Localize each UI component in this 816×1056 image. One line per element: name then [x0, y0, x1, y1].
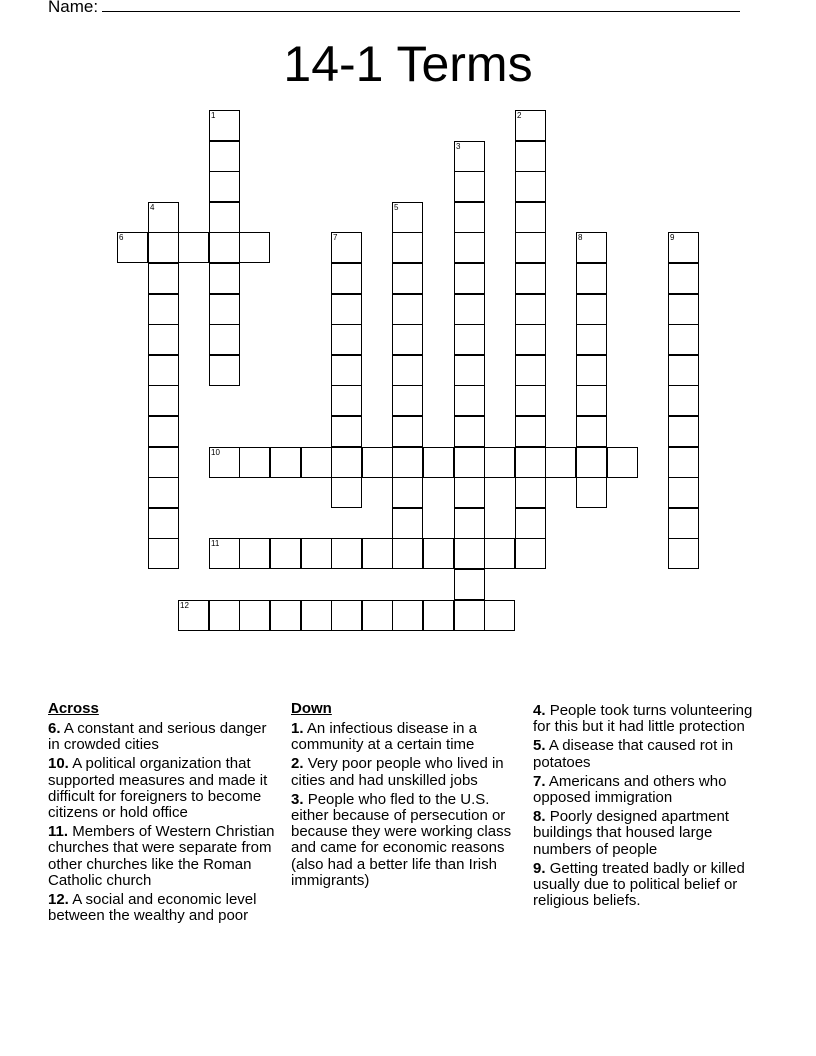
- grid-cell[interactable]: [668, 385, 699, 416]
- grid-cell[interactable]: [239, 600, 270, 631]
- grid-cell[interactable]: [454, 569, 485, 600]
- grid-cell[interactable]: [576, 324, 607, 355]
- name-label: Name:: [48, 0, 99, 16]
- grid-cell[interactable]: [148, 294, 179, 325]
- grid-cell[interactable]: [515, 416, 546, 447]
- grid-cell[interactable]: [576, 477, 607, 508]
- grid-cell[interactable]: [209, 294, 240, 325]
- grid-cell[interactable]: [484, 600, 515, 631]
- grid-cell[interactable]: [423, 600, 454, 631]
- clue-number-label: 1: [211, 111, 216, 120]
- grid-cell[interactable]: [362, 447, 393, 478]
- grid-cell[interactable]: [239, 538, 270, 569]
- grid-cell[interactable]: [148, 416, 179, 447]
- grid-cell[interactable]: [515, 294, 546, 325]
- grid-cell[interactable]: [392, 294, 423, 325]
- clue-number-label: 11: [211, 539, 220, 548]
- grid-cell[interactable]: [454, 385, 485, 416]
- grid-cell[interactable]: [148, 477, 179, 508]
- grid-cell[interactable]: [331, 294, 362, 325]
- grid-cell[interactable]: [362, 600, 393, 631]
- grid-cell[interactable]: [148, 263, 179, 294]
- grid-cell[interactable]: [515, 477, 546, 508]
- grid-cell[interactable]: [454, 355, 485, 386]
- clue-number-label: 8: [578, 233, 583, 242]
- grid-cell[interactable]: [454, 171, 485, 202]
- clue-down-2: 2. Very poor people who lived in cities and had unskilled jobs: [291, 755, 504, 789]
- grid-cell[interactable]: [392, 355, 423, 386]
- clue-number-label: 5: [394, 203, 399, 212]
- grid-cell[interactable]: [301, 538, 332, 569]
- clue-number-label: 4: [150, 203, 155, 212]
- grid-cell[interactable]: [148, 538, 179, 569]
- grid-cell[interactable]: [178, 600, 209, 631]
- grid-cell[interactable]: [209, 600, 240, 631]
- grid-cell[interactable]: [668, 538, 699, 569]
- grid-cell[interactable]: [668, 477, 699, 508]
- page-title: 14-1 Terms: [283, 36, 533, 92]
- grid-cell[interactable]: [392, 447, 423, 478]
- clue-number-label: 6: [119, 233, 124, 242]
- grid-cell[interactable]: [331, 477, 362, 508]
- grid-cell[interactable]: [301, 447, 332, 478]
- grid-cell[interactable]: [607, 447, 638, 478]
- clue-down-1: 1. An infectious disease in a community at a certain time: [291, 720, 477, 754]
- clue-number-label: 3: [456, 142, 461, 151]
- grid-cell[interactable]: [668, 416, 699, 447]
- grid-cell[interactable]: [668, 355, 699, 386]
- grid-cell[interactable]: [392, 232, 423, 263]
- grid-cell[interactable]: [209, 110, 240, 141]
- grid-cell[interactable]: [515, 141, 546, 172]
- grid-cell[interactable]: [454, 477, 485, 508]
- grid-cell[interactable]: [454, 600, 485, 631]
- grid-cell[interactable]: [515, 355, 546, 386]
- clue-across-6: 6. A constant and serious danger in crowded cities: [48, 720, 267, 754]
- grid-cell[interactable]: [515, 202, 546, 233]
- down-clues-continued: [533, 703, 767, 912]
- grid-cell[interactable]: [362, 538, 393, 569]
- grid-cell[interactable]: [209, 232, 240, 263]
- grid-cell[interactable]: [454, 447, 485, 478]
- grid-cell[interactable]: [576, 385, 607, 416]
- grid-cell[interactable]: [515, 508, 546, 539]
- clue-number-label: 2: [517, 111, 522, 120]
- grid-cell[interactable]: [331, 447, 362, 478]
- grid-cell[interactable]: [392, 538, 423, 569]
- grid-cell[interactable]: [331, 600, 362, 631]
- grid-cell[interactable]: [454, 538, 485, 569]
- across-clues: [48, 700, 282, 927]
- grid-cell[interactable]: [576, 232, 607, 263]
- grid-cell[interactable]: [668, 324, 699, 355]
- grid-cell[interactable]: [270, 447, 301, 478]
- grid-cell[interactable]: [515, 538, 546, 569]
- grid-cell[interactable]: [668, 508, 699, 539]
- grid-cell[interactable]: [148, 385, 179, 416]
- grid-cell[interactable]: [668, 447, 699, 478]
- grid-cell[interactable]: [178, 232, 209, 263]
- grid-cell[interactable]: [454, 263, 485, 294]
- grid-cell[interactable]: [668, 232, 699, 263]
- grid-cell[interactable]: [576, 263, 607, 294]
- grid-cell[interactable]: [239, 232, 270, 263]
- grid-cell[interactable]: [454, 508, 485, 539]
- grid-cell[interactable]: [148, 447, 179, 478]
- clue-down-3: 3. People who fled to the U.S. either because of persecution or because they were working class and came for economic reasons (also had a better life than Irish immigrants): [291, 790, 512, 889]
- grid-cell[interactable]: [209, 171, 240, 202]
- grid-cell[interactable]: [454, 202, 485, 233]
- grid-cell[interactable]: [515, 232, 546, 263]
- clue-down-5: 5. A disease that caused rot in potatoes: [533, 737, 734, 771]
- grid-cell[interactable]: [331, 263, 362, 294]
- grid-cell[interactable]: [392, 324, 423, 355]
- clue-across-12: 12. A social and economic level between the wealthy and poor: [48, 891, 257, 925]
- clue-down-8: 8. Poorly designed apartment buildings that housed large numbers of people: [533, 808, 729, 858]
- clue-number-label: 10: [211, 448, 220, 457]
- grid-cell[interactable]: [148, 355, 179, 386]
- clue-number-label: 12: [180, 601, 189, 610]
- grid-cell[interactable]: [454, 416, 485, 447]
- grid-cell[interactable]: [270, 538, 301, 569]
- grid-cell[interactable]: [392, 600, 423, 631]
- grid-cell[interactable]: [423, 447, 454, 478]
- grid-cell[interactable]: [545, 447, 576, 478]
- down-heading: Down: [291, 700, 332, 717]
- grid-cell[interactable]: [515, 110, 546, 141]
- grid-cell[interactable]: [331, 324, 362, 355]
- grid-cell[interactable]: [454, 232, 485, 263]
- clue-across-10: 10. A political organization that supported measures and made it difficult for foreigners to become citizens or hold office: [48, 755, 268, 822]
- grid-cell[interactable]: [515, 447, 546, 478]
- grid-cell[interactable]: [331, 355, 362, 386]
- grid-cell[interactable]: [331, 416, 362, 447]
- grid-cell[interactable]: [148, 202, 179, 233]
- grid-cell[interactable]: [209, 538, 240, 569]
- grid-cell[interactable]: [239, 447, 270, 478]
- grid-cell[interactable]: [454, 294, 485, 325]
- grid-cell[interactable]: [209, 263, 240, 294]
- grid-cell[interactable]: [454, 141, 485, 172]
- grid-cell[interactable]: [576, 416, 607, 447]
- grid-cell[interactable]: [515, 263, 546, 294]
- grid-cell[interactable]: [484, 538, 515, 569]
- grid-cell[interactable]: [148, 324, 179, 355]
- grid-cell[interactable]: [148, 232, 179, 263]
- clue-number-label: 7: [333, 233, 338, 242]
- grid-cell[interactable]: [668, 294, 699, 325]
- grid-cell[interactable]: [392, 202, 423, 233]
- grid-cell[interactable]: [331, 232, 362, 263]
- grid-cell[interactable]: [515, 324, 546, 355]
- grid-cell[interactable]: [515, 171, 546, 202]
- clue-down-4: 4. People took turns volunteering for this but it had little protection: [533, 702, 753, 736]
- clue-number-label: 9: [670, 233, 675, 242]
- clue-down-9: 9. Getting treated badly or killed usually due to political belief or religious beliefs.: [533, 859, 745, 910]
- grid-cell[interactable]: [331, 538, 362, 569]
- grid-cell[interactable]: [392, 416, 423, 447]
- grid-cell[interactable]: [392, 263, 423, 294]
- grid-cell[interactable]: [209, 202, 240, 233]
- grid-cell[interactable]: [209, 324, 240, 355]
- clue-across-11: 11. Members of Western Christian churches that were separate from other churches like the Roman Catholic church: [48, 823, 275, 889]
- grid-cell[interactable]: [576, 447, 607, 478]
- grid-cell[interactable]: [148, 508, 179, 539]
- grid-cell[interactable]: [209, 447, 240, 478]
- grid-cell[interactable]: [270, 600, 301, 631]
- grid-cell[interactable]: [392, 385, 423, 416]
- grid-cell[interactable]: [331, 385, 362, 416]
- clue-down-7: 7. Americans and others who opposed immigration: [533, 772, 727, 807]
- grid-cell[interactable]: [668, 263, 699, 294]
- grid-cell[interactable]: [515, 385, 546, 416]
- grid-cell[interactable]: [209, 355, 240, 386]
- down-clues: [291, 700, 525, 892]
- grid-cell[interactable]: [423, 538, 454, 569]
- across-heading: Across: [48, 700, 99, 717]
- grid-cell[interactable]: [392, 477, 423, 508]
- grid-cell[interactable]: [484, 447, 515, 478]
- grid-cell[interactable]: [209, 141, 240, 172]
- grid-cell[interactable]: [301, 600, 332, 631]
- grid-cell[interactable]: [576, 294, 607, 325]
- grid-cell[interactable]: [117, 232, 148, 263]
- grid-cell[interactable]: [392, 508, 423, 539]
- grid-cell[interactable]: [576, 355, 607, 386]
- grid-cell[interactable]: [454, 324, 485, 355]
